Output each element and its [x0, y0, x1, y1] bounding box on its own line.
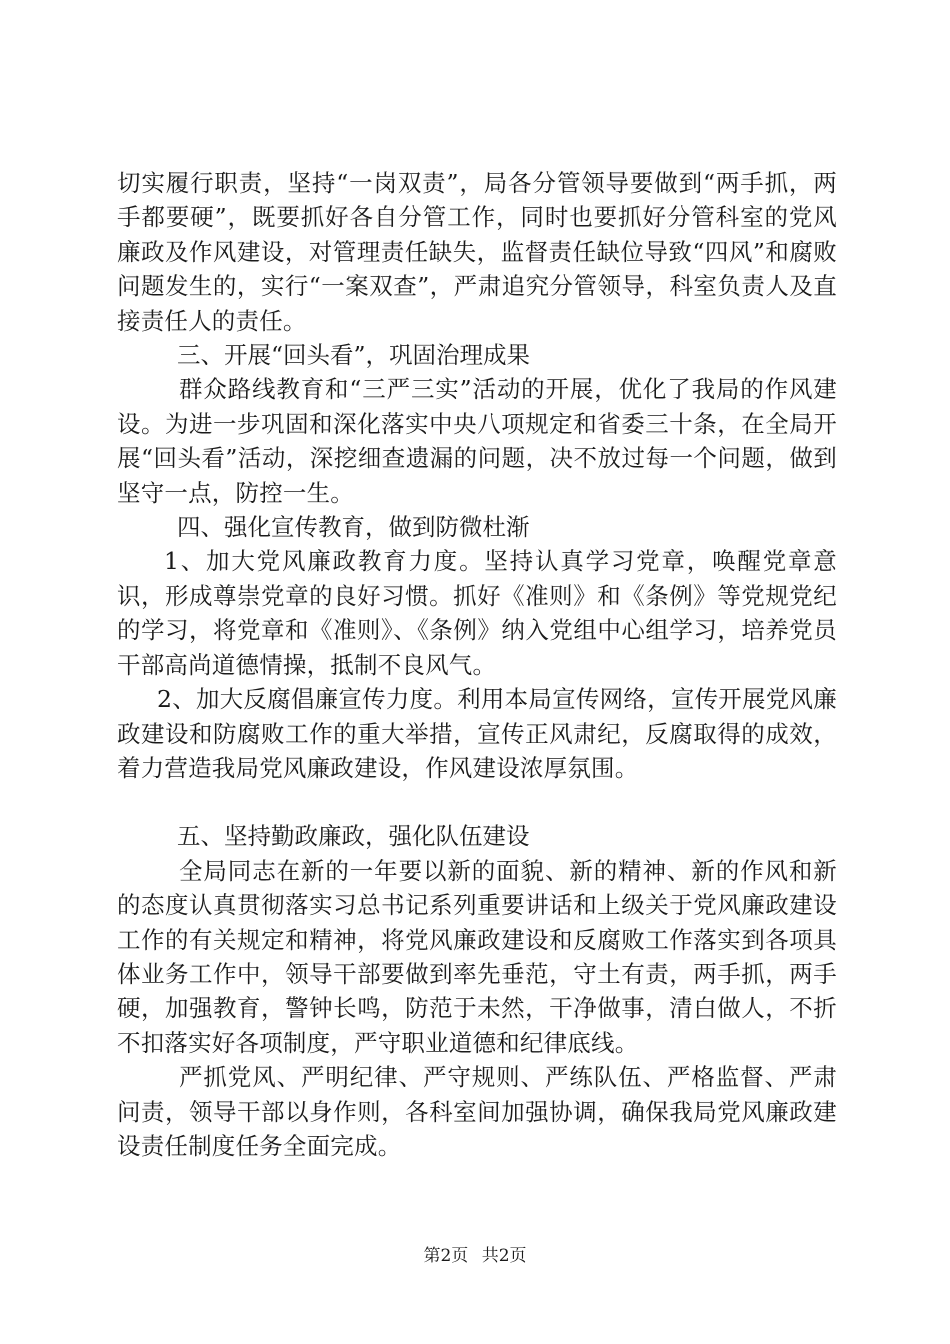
section-heading-5: 五、坚持勤政廉政，强化队伍建设	[177, 822, 530, 851]
paragraph-strict-discipline: 严抓党风、严明纪律、严守规则、严练队伍、严格监督、严肃问责，领导干部以身作则，各科室间加强协调，确保我局党风廉政建设责任制度任务全面完成。	[117, 1063, 837, 1160]
paragraph-review: 群众路线教育和“三严三实”活动的开展，优化了我局的作风建设。为进一步巩固和深化落实中央八项规定和省委三十条，在全局开展“回头看”活动，深挖细查遗漏的问题，决不放过每一个问题，做到坚守一点，防控一生。	[117, 375, 837, 507]
section-heading-4: 四、强化宣传教育，做到防微杜渐	[177, 513, 530, 542]
section-heading-3: 三、开展“回头看”，巩固治理成果	[177, 341, 531, 370]
page-total: 共2页	[481, 1246, 527, 1266]
paragraph-education: 1、加大党风廉政教育力度。坚持认真学习党章，唤醒党章意识，形成尊崇党章的良好习惯。抓好《准则》和《条例》等党规党纪的学习，将党章和《准则》、《条例》纳入党组中心组学习，培养党员干部高尚道德情操，抵制不良风气。	[117, 547, 837, 679]
paragraph-team-building: 全局同志在新的一年要以新的面貌、新的精神、新的作风和新的态度认真贯彻落实习总书记系列重要讲话和上级关于党风廉政建设工作的有关规定和精神，将党风廉政建设和反腐败工作落实到各项具体业务工作中，领导干部要做到率先垂范，守土有责，两手抓，两手硬，加强教育，警钟长鸣，防范于未然，干净做事，清白做人，不折不扣落实好各项制度，严守职业道德和纪律底线。	[117, 856, 837, 1057]
paragraph-publicity: 2、加大反腐倡廉宣传力度。利用本局宣传网络，宣传开展党风廉政建设和防腐败工作的重大举措，宣传正风肃纪，反腐取得的成效，着力营造我局党风廉政建设，作风建设浓厚氛围。	[117, 685, 837, 782]
page-footer	[0, 1245, 950, 1267]
page-number: 第2页	[423, 1246, 469, 1266]
paragraph-responsibility: 切实履行职责，坚持“一岗双责”，局各分管领导要做到“两手抓，两手都要硬”，既要抓好各自分管工作，同时也要抓好分管科室的党风廉政及作风建设，对管理责任缺失，监督责任缺位导致“四风”和腐败问题发生的，实行“一案双查”，严肃追究分管领导，科室负责人及直接责任人的责任。	[117, 169, 837, 335]
document-body	[117, 166, 837, 1163]
paragraph-gap	[117, 785, 837, 819]
